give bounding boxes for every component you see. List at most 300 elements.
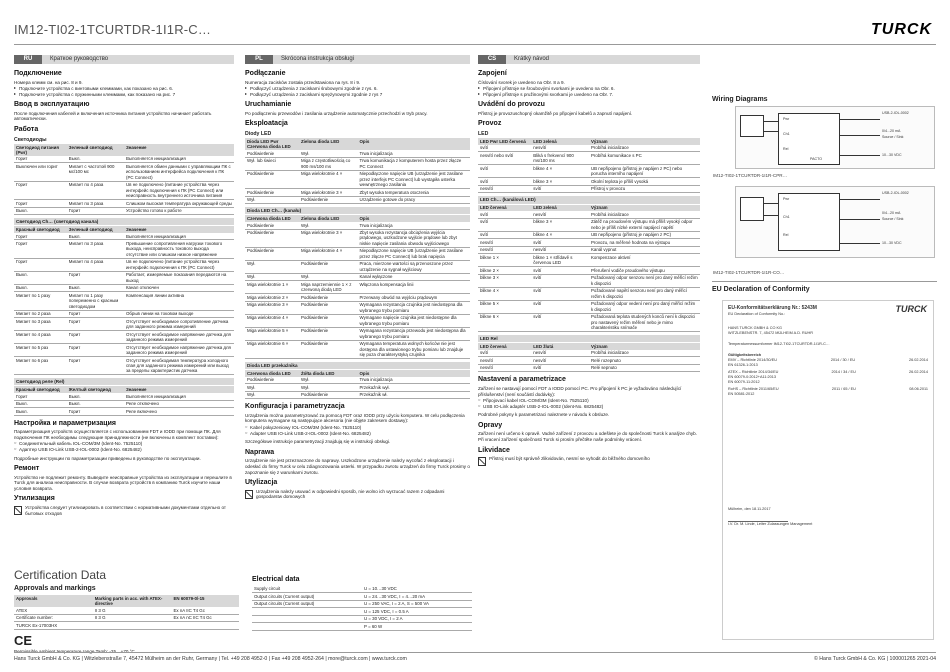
table-cell: Podświetlenie [245, 377, 299, 384]
table-cell: Выполняется инициализация [124, 156, 234, 163]
channel-led-table [14, 226, 234, 375]
table-cell: ATEX [14, 607, 93, 614]
repair-text: Urządzenie nie jest przeznaczone do naprawy. Uszkodzone urządzenie należy wycofać z eksploatacji i odesłać do firmy Turck w celu zdiagnozowania usterki. W przypadku zwrotu urządzeń do firmy Turck prosimy o zapoznanie się z warunkami zwrotu. [245, 458, 470, 475]
company-address: WITZLEBENSTR. 7, 45472 MÜLHEIM A.D. RUHR [728, 331, 814, 336]
section-title-connection: Podłączanie [245, 70, 286, 77]
table-cell: Niepodłączone napięcie UB (urządzenie jest zasilane przez złącze PC Connect) lub brak napięcia [358, 247, 471, 260]
list-item: ▸ Подключите устройства с винтовыми клеммами, как показано на рис. 6. [14, 86, 234, 92]
table-cell: Wył. [245, 260, 299, 273]
directive-date: 26.02.2014 [908, 358, 928, 363]
table-cell: nesvítí [531, 211, 589, 218]
table-cell: Podświetlenie [245, 229, 299, 247]
table-cell: Горит [14, 240, 67, 258]
table-cell: Wymagane napięcie czujnika jest niedostępne dla wybranego trybu pomiaru [358, 314, 471, 327]
table-cell: Горит [67, 331, 124, 344]
led-subtitle: Светодиоды [14, 136, 47, 143]
table-cell: Мигает по 3 раза [67, 240, 124, 258]
table-cell: Miga wielokrotnie 3 × [245, 301, 299, 314]
led-subtitle: Diody LED [245, 130, 272, 137]
table-cell: nesvítí [531, 350, 589, 357]
table-row [245, 260, 470, 273]
accessory-list [245, 425, 470, 436]
table-cell: nesvítí [531, 145, 589, 152]
table-cell: Relé rozepnuto [589, 357, 700, 365]
table-cell: Przekaźnik wł. [358, 391, 471, 399]
lang-name-ru: Краткое руководство [50, 55, 109, 62]
table-cell: blikne 3 × [531, 178, 589, 186]
table-cell: Přístroj v provozu [589, 185, 700, 193]
lang-code-pl: PL [245, 55, 273, 64]
table-cell: UB nepřipojeno (přístroj je napájen z PC) nebo porucha interního napájení [589, 165, 700, 178]
table-cell: Горит [67, 310, 124, 318]
table-cell: P = 60 W [362, 623, 472, 631]
table-header-row [14, 144, 234, 156]
table-cell: Miga wielokrotnie 5 × [245, 327, 299, 340]
section-title-parametrization: Настройка и параметризация [14, 419, 116, 427]
table-row [245, 391, 470, 399]
table-row [252, 608, 472, 616]
table-row [252, 600, 472, 608]
standard: EN 61326-1:2013 [728, 363, 758, 368]
pin-label: Ch1 [783, 132, 790, 136]
table-cell: blikne 3 × [478, 274, 531, 287]
lang-name-cs: Krátký návod [514, 55, 550, 62]
product-line: Temperaturmessumformer IM12-TI02-1TCURTDR-1I1R-C… [728, 342, 830, 347]
table-cell: Выкл. [14, 271, 67, 284]
table-row [14, 163, 234, 181]
commissioning-text: Po podłączeniu przewodów i zasilania urządzenie automatycznie przechodzi w tryb pracy. [245, 110, 428, 116]
pin-label: 0/4...20 mA [882, 211, 901, 215]
disposal-note [14, 505, 234, 517]
declaration-heading: EU-Konformitätserklärung Nr.: 5243M [728, 305, 817, 311]
table-header: Зеленый светодиод [67, 226, 124, 233]
parametrization-note: Podrobné pokyny k parametrizaci naleznete v návodu k obsluze. [478, 412, 610, 418]
pin-label: USB-2-IOL-0002 [882, 191, 909, 195]
device-block [778, 193, 840, 251]
table-cell: nesvítí [478, 239, 531, 247]
table-cell: Miga wielokrotnie 4 × [299, 247, 358, 260]
table-row [245, 150, 470, 157]
table-row [14, 331, 234, 344]
table-cell: svítí [531, 364, 589, 372]
table-cell: Podświetlenie [299, 327, 358, 340]
table-cell: nesvítí [478, 185, 531, 193]
table-cell: blikne 6 × [478, 313, 531, 331]
section-title-commissioning: Uruchamianie [245, 101, 292, 109]
section-title-connection: Zapojení [478, 70, 507, 77]
table-cell: Certificate number: [14, 614, 93, 622]
relay-led-table [245, 370, 470, 399]
table-row [14, 200, 234, 208]
section-title-repair: Opravy [478, 421, 503, 429]
table-row [478, 152, 700, 165]
section-title-operation: Provoz [478, 120, 502, 128]
list-item: ▸ Podłączyć urządzenia z zaciskami śrubowymi zgodnie z rys. 6. [245, 86, 470, 92]
standard: EMV – Richtlinie 2014/30/EU [728, 358, 777, 363]
turck-logo: TURCK [871, 21, 932, 38]
footer-copyright: © Hans Turck GmbH & Co. KG | 100001265 2021-04 [814, 656, 936, 662]
table-row [245, 229, 470, 247]
commissioning-text: После подключения кабелей и включения источника питания устройство начинает работать автоматически. [14, 110, 212, 122]
table-cell: Выкл. [67, 400, 124, 408]
table-cell: Podświetlenie [245, 170, 299, 188]
table-cell: Uв не подключено (питание устройства через интерфейс подключения к ПК (PC Connect) [124, 258, 234, 271]
table-cell: Wył. [245, 273, 299, 281]
table-cell: Мигает по 4 раза [67, 258, 124, 271]
pin-label: Pwr [783, 117, 790, 121]
wire [764, 215, 778, 216]
wiring-caption-2: IM12-TI02-1TCURTDR-1I1R-CO… [713, 270, 785, 275]
accessory-list [478, 398, 700, 409]
table-row [478, 267, 700, 275]
footer-address: Hans Turck GmbH & Co. KG | Witzlebenstraße 7, 45472 Mülheim an der Ruhr, Germany | Tel. +49 208 4952-0 | Fax +49 208 4952-264 | more@turck.com | www.turck.com [14, 656, 407, 662]
table-cell: Горит [67, 318, 124, 331]
relay-led-table [14, 386, 234, 415]
electrical-table [252, 586, 472, 631]
table-cell: Output circuits (Current output) [252, 593, 362, 601]
table-cell: Wył. [299, 273, 358, 281]
table-header: LED žlutá [531, 343, 589, 350]
wire [764, 131, 778, 132]
crossed-bin-icon [14, 506, 22, 515]
table-cell: svítí [478, 145, 531, 152]
wire [764, 121, 778, 122]
table-cell: Podświetlenie [245, 247, 299, 260]
document-title: IM12-TI02-1TCURTDR-1I1R-C… [14, 22, 212, 37]
table-row [14, 207, 234, 215]
table-cell [252, 608, 362, 616]
signing-place: Mülheim, den 18.11.2017 [728, 506, 771, 511]
standard: RoHS – Richtlinie 2011/65/EU [728, 386, 779, 391]
table-cell: Ex nA IIC T4 Gc [172, 607, 240, 614]
table-cell: blikne 4 × [478, 287, 531, 300]
standards-title: Gültigkeitsbereich [728, 353, 762, 358]
pin-label: Source / Sink [882, 217, 904, 221]
table-row [245, 281, 470, 294]
table-row [478, 254, 700, 267]
table-header: Opis [358, 370, 471, 377]
disposal-note [478, 456, 700, 466]
commissioning-text: Přístroj je provozuschopný okamžitě po připojení kabelů a zapnutí napájení. [478, 110, 633, 116]
table-cell: Požadované napětí senzoru není pro daný měřicí režim k dispozici [589, 287, 700, 300]
table-row [252, 586, 472, 593]
approvals-table [14, 595, 239, 630]
table-cell: Niepodłączone napięcie UB (urządzenie jest zasilane przez interfejs PC Connect) lub wystąpiła usterka wewnętrznego zasilania [358, 170, 471, 188]
relay-led-table [478, 343, 700, 372]
table-cell: TURCK Ex-17003HX [14, 622, 93, 630]
table-cell: Probíhá inicializace [589, 145, 700, 152]
table-row [478, 364, 700, 372]
table-cell: Trwa komunikacja z komputerem hosta przez złącze PC Connect [358, 157, 471, 170]
table-row [14, 240, 234, 258]
table-cell: svítí [531, 274, 589, 287]
table-cell: nesvítí [531, 246, 589, 254]
table-cell: Wył. [245, 391, 299, 399]
table-cell: Компенсация линии активна [124, 292, 234, 310]
table-cell: Praca, mierzone wartości są przenoszone przez urządzenie na sygnał wyjściowy [358, 260, 471, 273]
table-cell: Горит [67, 207, 124, 215]
directive-date: 26.02.2014 [908, 369, 928, 374]
table-row [14, 292, 234, 310]
table-cell: Probíhá inicializace [589, 350, 700, 357]
table-cell: svítí [478, 218, 531, 231]
pin-label: Rel [783, 233, 789, 237]
table-row [245, 273, 470, 281]
parametrization-note: Szczegółowe instrukcje parametryzacji znajdują się w instrukcji obsługi. [245, 439, 391, 445]
table-row [245, 157, 470, 170]
section-title-commissioning: Ввод в эксплуатацию [14, 101, 90, 109]
table-cell: Wył. [299, 150, 358, 157]
table-row [478, 246, 700, 254]
pin-label: PACTO [810, 157, 823, 161]
section-title-disposal: Likvidace [478, 446, 510, 454]
table-row [14, 614, 239, 622]
table-cell: Miga wielokrotnie 3 × [299, 229, 358, 247]
table-cell: Выкл. [14, 284, 67, 292]
table-cell: Отсутствует необходимое сопротивление датчика для заданного режима измерений [124, 318, 234, 331]
table-cell: Podświetlenie [299, 196, 358, 204]
table-cell: svítí [531, 239, 589, 247]
table-row [245, 384, 470, 392]
table-cell: svítí [478, 178, 531, 186]
table-header: Zielona dioda LED [299, 215, 358, 222]
electrical-title: Electrical data [252, 576, 300, 583]
wire [764, 203, 778, 204]
table-cell: blikne 4 × [531, 165, 589, 178]
table-cell: svítí [478, 165, 531, 178]
table-cell: Miga wielokrotnie 4 × [299, 170, 358, 188]
table-cell: Podświetlenie [299, 314, 358, 327]
pin-label: Ch1 [783, 215, 790, 219]
table-header: LED Pwr LED červená [478, 138, 531, 145]
table-cell: Zbyt wysoka temperatura otoczenia [358, 189, 471, 197]
table-cell: Podświetlenie [245, 150, 299, 157]
table-row [245, 327, 470, 340]
channel-led-caption: LED Ch… (kanálová LED) [478, 196, 700, 203]
table-header: Význam [589, 205, 700, 212]
table-cell: Miga z częstotliwością co 900 ms/100 ms [299, 157, 358, 170]
table-cell: Канал отключен [124, 284, 234, 292]
table-cell: II 3 G [93, 614, 172, 622]
table-row [252, 615, 472, 623]
eu-declaration-document [722, 300, 934, 640]
table-cell: Podświetlenie [245, 222, 299, 229]
table-row [14, 343, 234, 356]
table-header: LED červená [478, 205, 531, 212]
table-header: Czerwona dioda LED [245, 370, 299, 377]
table-cell: blikne 5 × [478, 300, 531, 313]
table-cell: Wył. lub świeci [245, 157, 299, 170]
disposal-text: Устройства следует утилизировать в соответствии с нормативными документами отдельно от бытовых отходов [25, 505, 226, 516]
table-header: Значение [124, 386, 234, 393]
table-cell: Мигает по 6 раз [14, 356, 67, 374]
table-cell: Urządzenie gotowe do pracy [358, 196, 471, 204]
led-subtitle: LED [478, 130, 489, 137]
table-cell: svítí [478, 211, 531, 218]
table-cell: Выкл. [67, 284, 124, 292]
table-row [478, 300, 700, 313]
standard: ATEX – Richtlinie 2014/34/EU [728, 369, 779, 374]
table-cell: Miga wielokrotnie 3 × [299, 189, 358, 197]
table-header: Значение [124, 144, 234, 156]
table-cell: Мигает по 4 раза [67, 181, 124, 199]
parametrization-text: Urządzenia można parametryzować za pomocą FDT oraz IODD przy użyciu komputera. W celu podłączenia komputera wymagane są następujące akcesoria (nie objęte zakresem dostawy): [245, 412, 465, 424]
table-header: Approvals [14, 595, 93, 607]
table-cell: Выкл. [14, 207, 67, 215]
table-cell [252, 615, 362, 623]
standard: EN 60079-0:2012+A11:2013 [728, 374, 776, 379]
list-item: ○ Соединительный кабель IOL-COM/3M (Ident-No. 7525110) [14, 441, 234, 447]
table-header: Żółta dioda LED [299, 370, 358, 377]
table-row [478, 287, 700, 300]
table-cell: Мигает по 2 раза [14, 310, 67, 318]
table-cell: Miga wielokrotnie 6 × [245, 340, 299, 358]
standard: EN 50581:2012 [728, 391, 755, 396]
table-cell: Выкл. [67, 233, 124, 240]
table-cell: Слишком высокая температура окружающей среды [124, 200, 234, 208]
turck-logo: TURCK [895, 304, 927, 314]
pin-label: 10...30 VDC [882, 241, 902, 245]
table-header: Czerwona dioda LED [245, 215, 299, 222]
column-pl [245, 66, 470, 581]
table-row [14, 258, 234, 271]
section-title-repair: Naprawa [245, 448, 275, 456]
table-header: Значение [124, 226, 234, 233]
crossed-bin-icon [245, 490, 253, 499]
table-cell: Мигает по 4 раза [14, 331, 67, 344]
table-cell: Выкл. [14, 408, 67, 416]
table-cell: Relé sepnuto [589, 364, 700, 372]
table-row [14, 271, 234, 284]
table-cell: nesvítí [531, 357, 589, 365]
table-cell: U = 24…30 VDC, I = 4…20 mA [362, 593, 472, 601]
table-cell: nesvítí [478, 246, 531, 254]
column-ru [14, 66, 234, 566]
sensor-symbol [740, 115, 764, 137]
wire [840, 219, 880, 220]
lang-name-pl: Skrócona instrukcja obsługi [281, 55, 355, 62]
connection-list [478, 86, 700, 97]
table-cell [172, 622, 240, 630]
list-item: ▸ Připojení přístroje se šroubovými svorkami je uvedeno na Obr. 6. [478, 86, 700, 92]
table-cell: Wył. [299, 384, 358, 392]
table-cell: blikne 2 × [478, 267, 531, 275]
table-row [245, 222, 470, 229]
list-item: ○ USB IO-Link adaptér USB-2-IOL-0002 (Ident-No. 6825482) [478, 404, 700, 410]
certification-section [14, 568, 239, 654]
table-row [14, 181, 234, 199]
table-row [478, 350, 700, 357]
table-row [245, 196, 470, 204]
wiring-title: Wiring Diagrams [712, 96, 768, 103]
declaration-heading-en: EU Declaration of Conformity No.: [728, 311, 786, 316]
table-row [245, 247, 470, 260]
table-cell: Выполняется инициализация [124, 233, 234, 240]
connection-list [14, 86, 234, 97]
pin-label: USB-2-IOL-0002 [882, 111, 909, 115]
wire [840, 135, 880, 136]
table-header: LED zelená [531, 138, 589, 145]
pwr-led-table [14, 144, 234, 215]
table-cell: Ex nA nC IIC T4 Gc [172, 614, 240, 622]
table-cell: Мигает по 3 раза [14, 318, 67, 331]
table-cell: blikne 4 × [531, 231, 589, 239]
table-row [245, 314, 470, 327]
table-header: Zielona dioda LED [299, 138, 358, 150]
table-cell: Мигает по 1 разу попеременно с красным светодиодом [67, 292, 124, 310]
disposal-text: Urządzenia należy usuwać w odpowiedni sposób, nie wolno ich wyrzucać razem z odpadami gospodarstw domowych [256, 488, 445, 500]
table-cell: Горит [14, 181, 67, 199]
table-header: EN 60079-0/-15 [172, 595, 240, 607]
disposal-note [245, 489, 470, 501]
table-cell: Выполняется инициализация [124, 393, 234, 400]
table-row [14, 318, 234, 331]
wiring-caption-1: IM12-TI02-1TCURTDR-1I1R-CPR… [713, 173, 788, 178]
list-item: ○ Адаптер USB IO-Link USB-2-IOL-0002 (Ident-No. 6825482) [14, 447, 234, 453]
table-row [478, 185, 700, 193]
table-cell: svítí [478, 350, 531, 357]
relay-led-caption: Светодиод реле (Rel) [14, 378, 234, 385]
table-row [478, 313, 700, 331]
table-row [245, 170, 470, 188]
section-title-operation: Eksploatacja [245, 120, 288, 128]
company-name: HANS TURCK GMBH & CO KG [728, 326, 782, 331]
table-cell: Požadovaný odpor senzoru není pro daný měřicí režim k dispozici [589, 274, 700, 287]
table-cell: Выполняется обмен данными с управляющим ПК с использованием интерфейса подключения к ПК (PC Connect) [124, 163, 234, 181]
table-cell: Обрыв линии на токовом выходе [124, 310, 234, 318]
table-cell: Trwa inicjalizacja [358, 222, 471, 229]
sensor-symbol [740, 197, 764, 221]
table-cell: Выкл. [67, 156, 124, 163]
table-cell: Мигает с частотой 900 мс/100 мс [67, 163, 124, 181]
column-cs [478, 66, 700, 486]
table-cell: Miga wielokrotnie 1 × [245, 281, 299, 294]
table-cell: Горит [14, 393, 67, 400]
table-cell: Wył. [299, 377, 358, 384]
table-row [478, 165, 700, 178]
table-cell: Kanał wyłączone [358, 273, 471, 281]
table-cell: Wył. [299, 222, 358, 229]
table-cell: Bliká s frekvencí 900 ms/100 ms [531, 152, 589, 165]
relay-led-caption: Dioda LED przekaźnika [245, 362, 470, 369]
repair-text: Zařízení není určeno k opravě. Vadné zařízení z provozu a odešlete je do společnosti Turck k analýze chyb. Při vracení zařízení společnosti Turck si prosím přečtěte naše podmínky vrácení. [478, 431, 698, 443]
table-cell: nesvítí [478, 357, 531, 365]
table-cell: Output circuits (Current output) [252, 600, 362, 608]
table-cell: Отсутствует необходимое напряжение датчика для заданного режима измерений [124, 343, 234, 356]
table-row [478, 231, 700, 239]
table-cell: Горит [67, 271, 124, 284]
crossed-bin-icon [478, 457, 486, 466]
connection-text: Номера клемм см. на рис. 8 и 9. [14, 79, 83, 85]
section-title-operation: Работа [14, 126, 39, 134]
table-row [14, 607, 239, 614]
table-cell: Podświetlenie [299, 294, 358, 302]
table-cell: svítí [531, 267, 589, 275]
table-row [478, 178, 700, 186]
table-cell: II 3 G [93, 607, 172, 614]
table-cell: Wymagana temperatura wolnych końców nie jest dostępna dla ustawionego trybu pomiaru lub znajduje się poza charakterystyką czujnika [358, 340, 471, 358]
lang-bar-cs [478, 55, 700, 64]
directive-date: 08.06.2011 [909, 386, 928, 391]
table-header: Красный светодиод [14, 226, 67, 233]
table-cell: Provozu, na měřené hodnota na výstupu [589, 239, 700, 247]
table-row [245, 377, 470, 384]
channel-led-table [245, 215, 470, 359]
table-header: Opis [358, 215, 471, 222]
wire [840, 155, 880, 156]
table-cell: Miga wielokrotnie 2 × [245, 294, 299, 302]
table-cell: Přerušení vodiče proudového výstupu [589, 267, 700, 275]
